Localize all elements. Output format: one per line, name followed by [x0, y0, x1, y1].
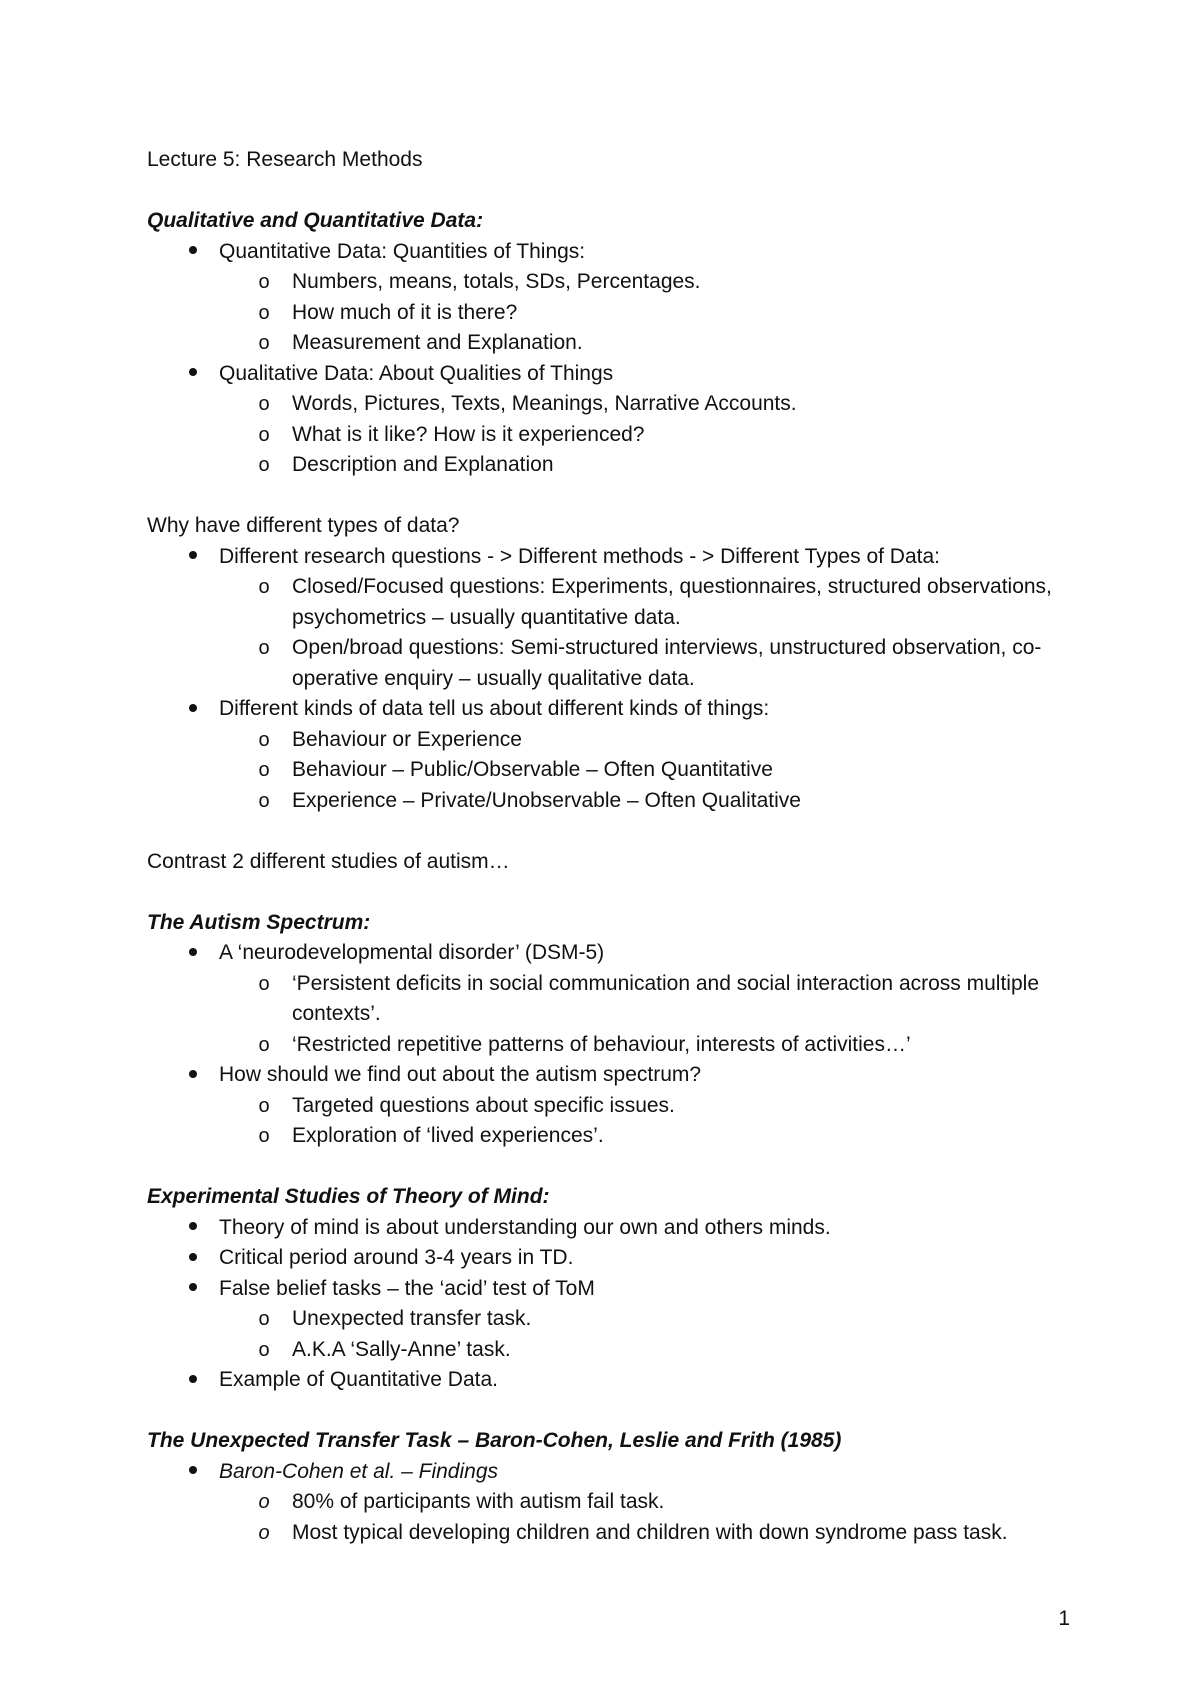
circle-bullet-icon: o — [258, 1338, 270, 1361]
circle-bullet-icon: o — [258, 576, 270, 598]
section-heading-why-data: Why have different types of data? — [147, 514, 460, 537]
list-item: o ‘Restricted repetitive patterns of behaviour, interests of activities…’ — [147, 1030, 1107, 1061]
bullet-list — [147, 1213, 1107, 1396]
list-item: o What is it like? How is it experienced? — [147, 420, 1107, 451]
list-item: Example of Quantitative Data. — [147, 1365, 1107, 1396]
circle-bullet-icon: o — [258, 972, 270, 995]
list-item: o Experience – Private/Unobservable – Often Qualitative — [147, 786, 1107, 817]
list-item: Different kinds of data tell us about different kinds of things: — [147, 694, 1107, 725]
page-title: Lecture 5: Research Methods — [147, 148, 423, 171]
list-item: o Exploration of ‘lived experiences’. — [147, 1121, 1107, 1152]
circle-bullet-icon: o — [258, 1521, 270, 1544]
list-item: o Targeted questions about specific issues. — [147, 1091, 1107, 1122]
page-number: 1 — [1058, 1607, 1070, 1630]
list-item: o Unexpected transfer task. — [147, 1304, 1107, 1335]
circle-bullet-icon: o — [258, 1491, 270, 1513]
list-item: o ‘Persistent deficits in social communication and social interaction across multiple contexts’. — [147, 969, 1107, 1030]
bullet-list — [147, 542, 1107, 817]
list-item: Qualitative Data: About Qualities of Things — [147, 359, 1107, 390]
list-item: o Most typical developing children and children with down syndrome pass task. — [147, 1518, 1107, 1549]
list-item: How should we find out about the autism spectrum? — [147, 1060, 1107, 1091]
list-item: o Behaviour – Public/Observable – Often Quantitative — [147, 755, 1107, 786]
bullet-icon — [187, 938, 199, 969]
circle-bullet-icon: o — [258, 1308, 270, 1330]
list-item: o A.K.A ‘Sally-Anne’ task. — [147, 1335, 1107, 1366]
circle-bullet-icon: o — [258, 1033, 270, 1056]
list-item: o How much of it is there? — [147, 298, 1107, 329]
bullet-icon — [187, 1213, 199, 1244]
circle-bullet-icon: o — [258, 1094, 270, 1117]
list-item: Baron-Cohen et al. – Findings — [147, 1457, 1107, 1488]
section-heading-autism-spectrum: The Autism Spectrum: — [147, 910, 371, 934]
bullet-icon — [187, 1365, 199, 1396]
bullet-icon — [187, 237, 199, 268]
document-body — [147, 145, 1107, 1548]
bullet-list — [147, 237, 1107, 481]
list-item: o 80% of participants with autism fail task. — [147, 1487, 1107, 1518]
list-item: A ‘neurodevelopmental disorder’ (DSM-5) — [147, 938, 1107, 969]
circle-bullet-icon: o — [258, 332, 270, 354]
circle-bullet-icon: o — [258, 423, 270, 446]
bullet-icon — [187, 1243, 199, 1274]
bullet-list — [147, 1457, 1107, 1549]
circle-bullet-icon: o — [258, 301, 270, 324]
list-item: o Description and Explanation — [147, 450, 1107, 481]
circle-bullet-icon: o — [258, 789, 270, 812]
bullet-icon — [187, 694, 199, 725]
section-heading-theory-of-mind: Experimental Studies of Theory of Mind: — [147, 1185, 550, 1208]
list-item: o Behaviour or Experience — [147, 725, 1107, 756]
list-item: o Numbers, means, totals, SDs, Percentages. — [147, 267, 1107, 298]
bullet-icon — [187, 359, 199, 390]
bullet-list — [147, 938, 1107, 1152]
section-heading-unexpected-transfer: The Unexpected Transfer Task – Baron-Cohen, Leslie and Frith (1985) — [147, 1429, 842, 1452]
circle-bullet-icon: o — [258, 454, 270, 476]
list-item: Critical period around 3-4 years in TD. — [147, 1243, 1107, 1274]
circle-bullet-icon: o — [258, 271, 270, 293]
list-item: Quantitative Data: Quantities of Things: — [147, 237, 1107, 268]
circle-bullet-icon: o — [258, 728, 270, 751]
list-item: o Measurement and Explanation. — [147, 328, 1107, 359]
list-item: o Open/broad questions: Semi-structured interviews, unstructured observation, co-operative enquiry – usually qualitative data. — [147, 633, 1107, 694]
circle-bullet-icon: o — [258, 393, 270, 415]
bullet-icon — [187, 1274, 199, 1305]
circle-bullet-icon: o — [258, 1125, 270, 1147]
list-item: False belief tasks – the ‘acid’ test of ToM — [147, 1274, 1107, 1305]
circle-bullet-icon: o — [258, 759, 270, 781]
list-item: o Words, Pictures, Texts, Meanings, Narrative Accounts. — [147, 389, 1107, 420]
list-item: o Closed/Focused questions: Experiments, questionnaires, structured observations, psychometrics – usually quantitative data. — [147, 572, 1107, 633]
circle-bullet-icon: o — [258, 637, 270, 659]
bullet-icon — [187, 1060, 199, 1091]
section-heading-qual-quant: Qualitative and Quantitative Data: — [147, 209, 484, 232]
list-item: Different research questions - > Different methods - > Different Types of Data: — [147, 542, 1107, 573]
bullet-icon — [187, 542, 199, 573]
bullet-icon — [187, 1457, 199, 1488]
contrast-text: Contrast 2 different studies of autism… — [147, 849, 510, 873]
list-item: Theory of mind is about understanding our own and others minds. — [147, 1213, 1107, 1244]
